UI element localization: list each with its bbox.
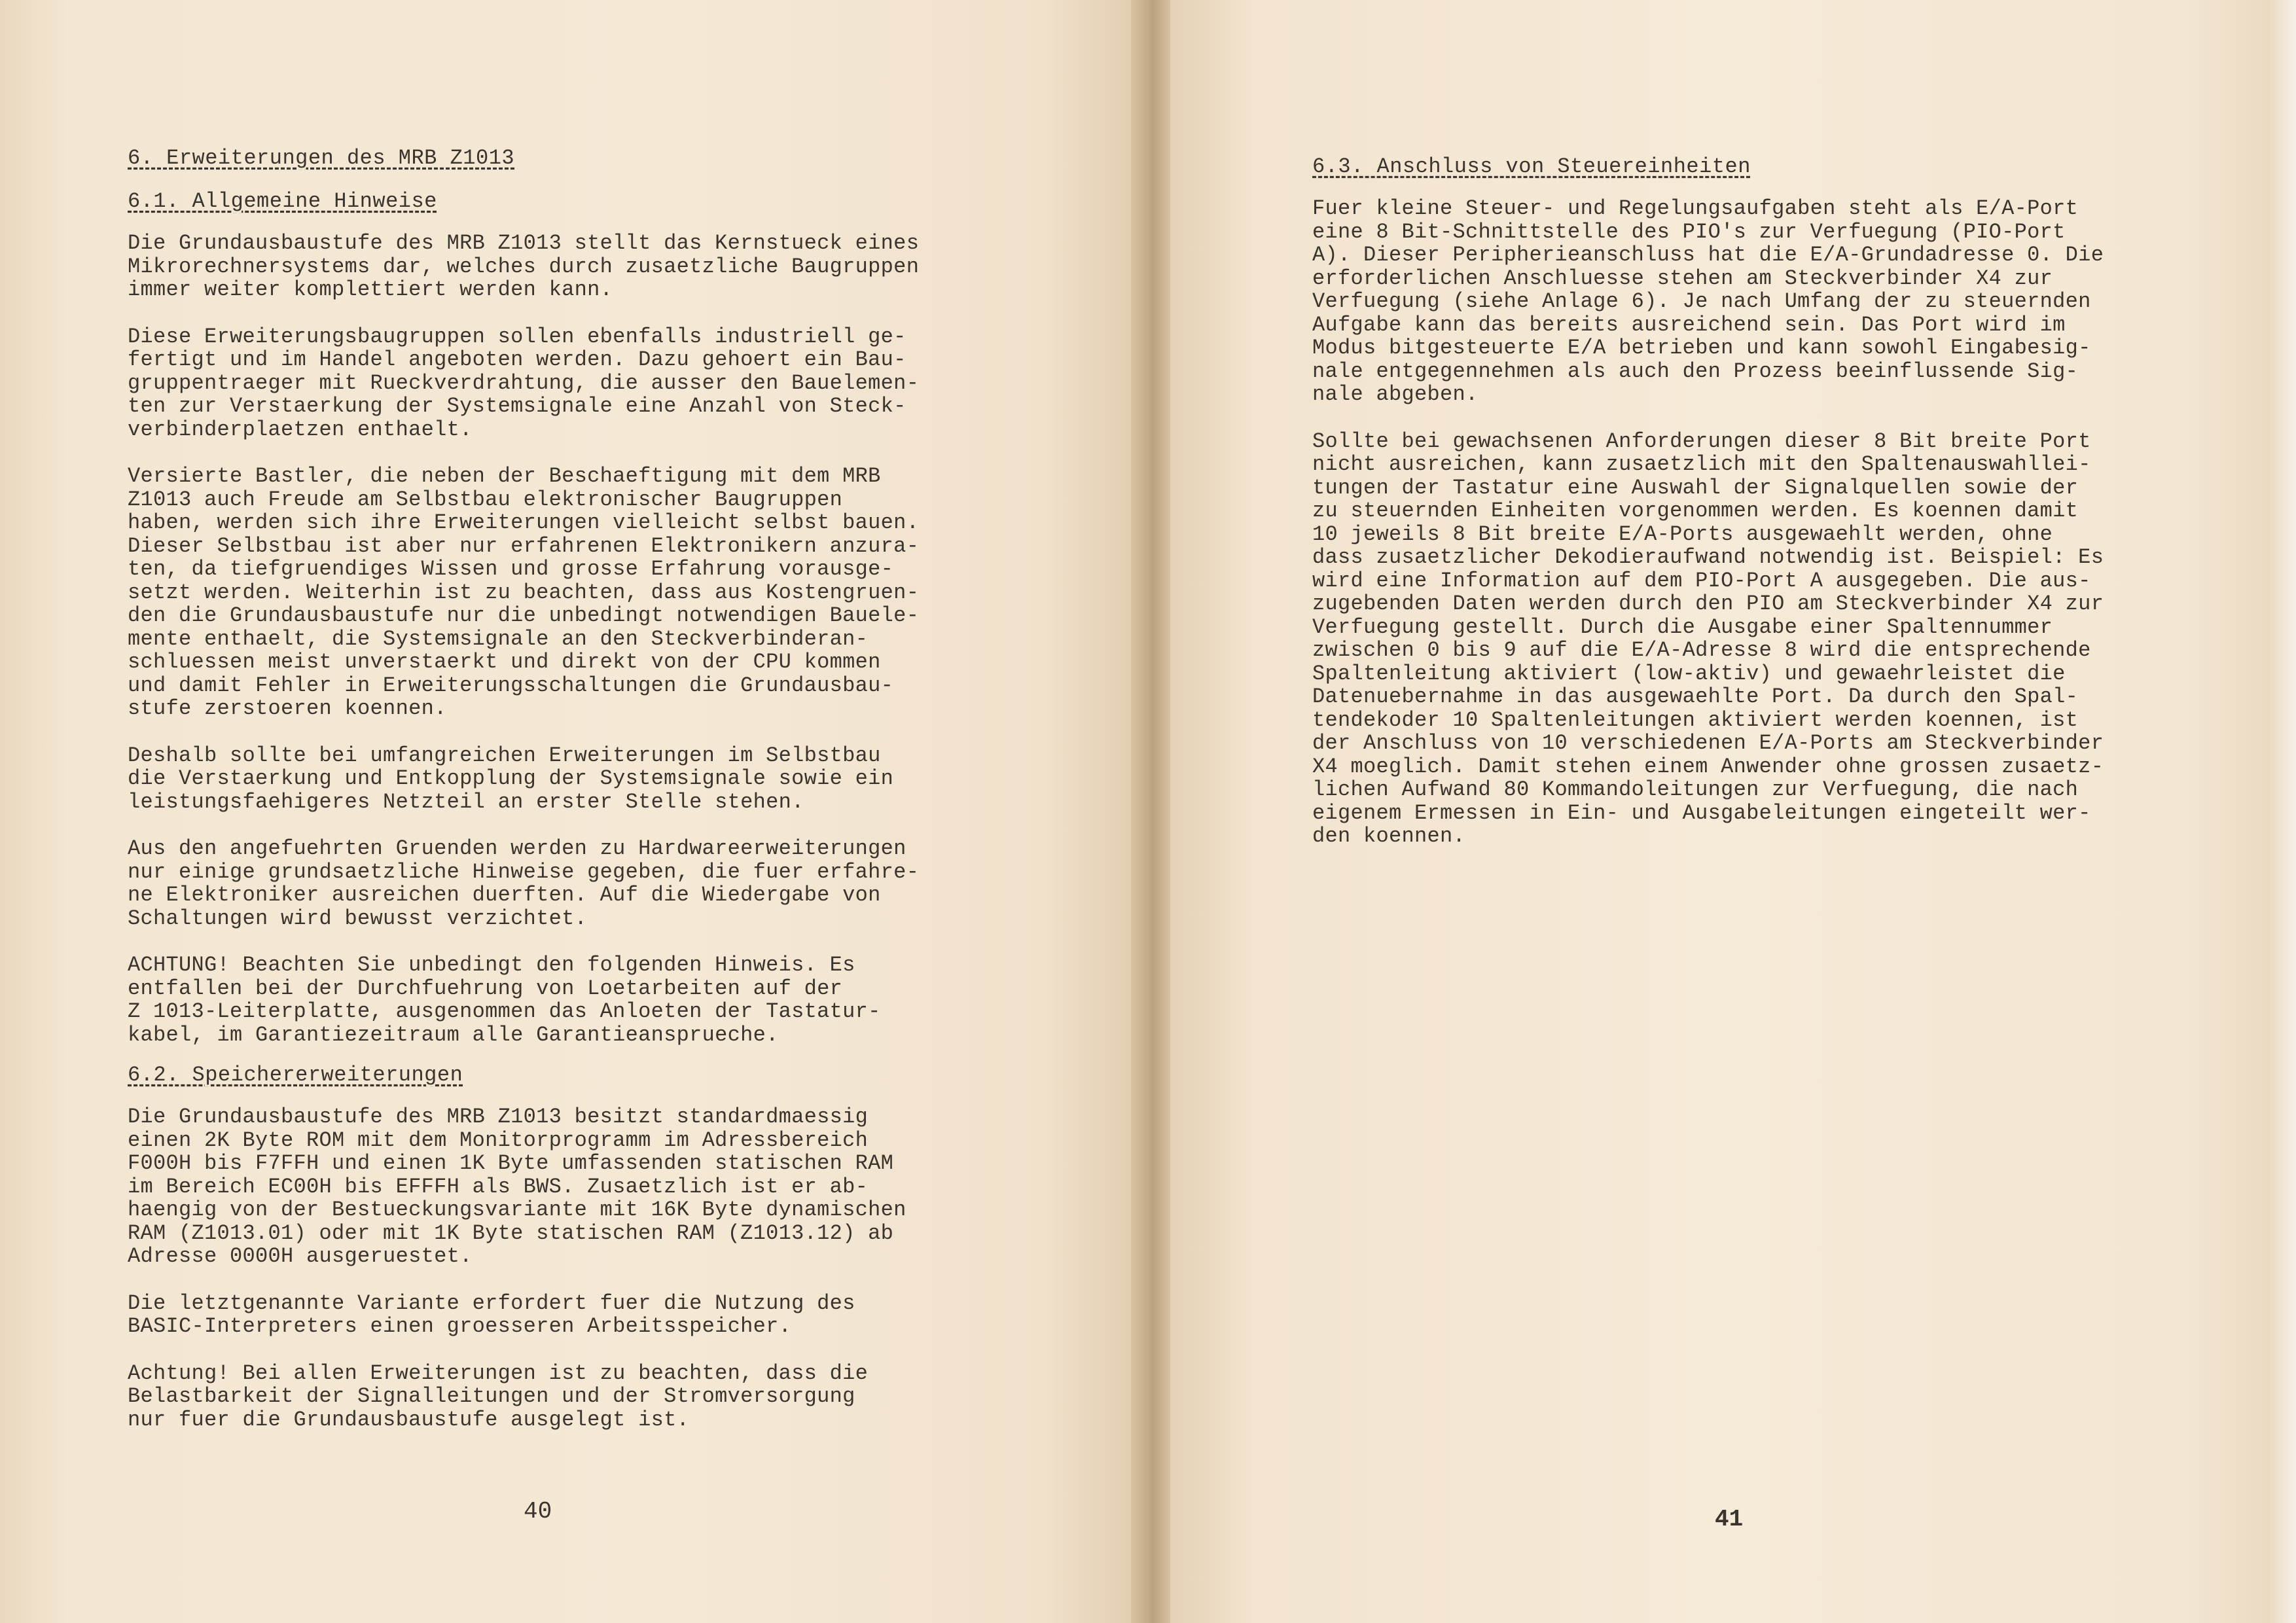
paragraph: Aus den angefuehrten Gruenden werden zu Hardwareerweiterungen nur einige grundsaetzliche Hinweise gegeben, die fuer erfahre- ne Elektroniker ausreichen duerften. Auf die Wiedergabe von Schaltungen wird bewusst verzichtet. (128, 836, 920, 931)
page-edge (2271, 0, 2296, 1623)
warning-paragraph: ACHTUNG! Beachten Sie unbedingt den folgenden Hinweis. Es entfallen bei der Durchfuehrung von Loetarbeiten auf der Z 1013-Leiterplatte, ausgenommen das Anloeten der Tastatur- kabel, im Garantiezeitraum alle Garantieansprueche. (128, 953, 881, 1047)
paragraph: Fuer kleine Steuer- und Regelungsaufgaben steht als E/A-Port eine 8 Bit-Schnittstelle des PIO's zur Verfuegung (PIO-Port A). Dieser Peripherieanschluss hat die E/A-Grundadresse 0. Die erforderlichen Anschluesse stehen am Steckverbinder X4 zur Verfuegung (siehe Anlage 6). Je nach Umfang der zu steuernden Aufgabe kann das bereits ausreichend sein. Das Port wird im Modus bitgesteuerte E/A betrieben und kann sowohl Eingabesig- nale entgegennehmen als auch den Prozess beeinflussende Sig- nale abgeben. (1312, 196, 2104, 406)
left-page-text (128, 145, 1011, 1455)
book-gutter (1131, 0, 1170, 1623)
paragraph: Versierte Bastler, die neben der Beschaeftigung mit dem MRB Z1013 auch Freude am Selbstbau elektronischer Baugruppen haben, werden sich ihre Erweiterungen vielleicht selbst bauen. Dieser Selbstbau ist aber nur erfahrenen Elektronikern anzura- ten, da tiefgruendiges Wissen und grosse Erfahrung vorausge- setzt werden. Weiterhin ist zu beachten, dass aus Kostengruen- den die Grundausbaustufe nur die unbedingt notwendigen Bauele- mente enthaelt, die Systemsignale an den Steckverbinderan- schluessen meist unverstaerkt und direkt von der CPU kommen und damit Fehler in Erweiterungsschaltungen die Grundausbau- stufe zerstoeren koennen. (128, 464, 920, 721)
paragraph: Die letztgenannte Variante erfordert fuer die Nutzung des BASIC-Interpreters einen groesseren Arbeitsspeicher. (128, 1291, 855, 1338)
section-heading-6-1: 6.1. Allgemeine Hinweise (128, 189, 437, 213)
page-number-left: 40 (524, 1498, 552, 1525)
paragraph: Achtung! Bei allen Erweiterungen ist zu beachten, dass die Belastbarkeit der Signalleitungen und der Stromversorgung nur fuer die Grundausbaustufe ausgelegt ist. (128, 1361, 869, 1432)
paragraph: Deshalb sollte bei umfangreichen Erweiterungen im Selbstbau die Verstaerkung und Entkopplung der Systemsignale sowie ein leistungsfaehigeres Netzteil an erster Stelle stehen. (128, 743, 894, 814)
paragraph: Diese Erweiterungsbaugruppen sollen ebenfalls industriell ge- fertigt und im Handel angeboten werden. Dazu gehoert ein Bau- gruppentraeger mit Rueckverdrahtung, die ausser den Bauelemen- ten zur Verstaerkung der Systemsignale eine Anzahl von Steck- verbinderplaetzen enthaelt. (128, 324, 920, 442)
chapter-heading: 6. Erweiterungen des MRB Z1013 (128, 146, 515, 170)
section-heading-6-3: 6.3. Anschluss von Steuereinheiten (1312, 154, 1751, 179)
paragraph: Die Grundausbaustufe des MRB Z1013 besitzt standardmaessig einen 2K Byte ROM mit dem Monitorprogramm im Adressbereich F000H bis F7FFH und einen 1K Byte umfassenden statischen RAM im Bereich EC00H bis EFFFH als BWS. Zusaetzlich ist er ab- haengig von der Bestueckungsvariante mit 16K Byte dynamischen RAM (Z1013.01) oder mit 1K Byte statischen RAM (Z1013.12) ab Adresse 0000H ausgeruestet. (128, 1105, 906, 1268)
section-heading-6-2: 6.2. Speichererweiterungen (128, 1063, 463, 1087)
right-page-text (1312, 154, 2189, 872)
page-number-right: 41 (1715, 1506, 1744, 1533)
paragraph: Sollte bei gewachsenen Anforderungen dieser 8 Bit breite Port nicht ausreichen, kann zusaetzlich mit den Spaltenauswahllei- tungen der Tastatur eine Auswahl der Signalquellen sowie der zu steuernden Einheiten vorgenommen werden. Es koennen damit 10 jeweils 8 Bit breite E/A-Ports ausgewaehlt werden, ohne dass zusaetzlicher Dekodieraufwand notwendig ist. Beispiel: Es wird eine Information auf dem PIO-Port A ausgegeben. Die aus- zugebenden Daten werden durch den PIO am Steckverbinder X4 zur Verfuegung gestellt. Durch die Ausgabe einer Spaltennummer zwischen 0 bis 9 auf die E/A-Adresse 8 wird die entsprechende Spaltenleitung aktiviert (low-aktiv) und gewaehrleistet die Datenuebernahme in das ausgewaehlte Port. Da durch den Spal- tendekoder 10 Spaltenleitungen aktiviert werden koennen, ist der Anschluss von 10 verschiedenen E/A-Ports am Steckverbinder X4 moeglich. Damit stehen einem Anwender ohne grossen zusaetz- lichen Aufwand 80 Kommandoleitungen zur Verfuegung, die nach eigenem Ermessen in Ein- und Ausgabeleitungen eingeteilt wer- den koennen. (1312, 429, 2104, 848)
paragraph: Die Grundausbaustufe des MRB Z1013 stellt das Kernstueck eines Mikrorechnersystems dar, welches durch zusaetzliche Baugruppen immer weiter komplettiert werden kann. (128, 231, 920, 302)
